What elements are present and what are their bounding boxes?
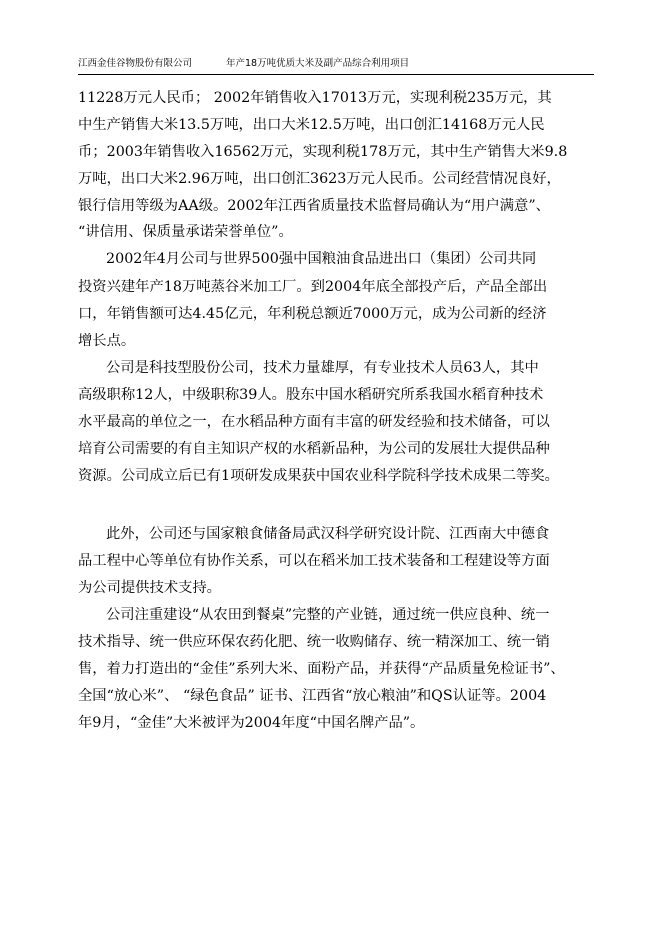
page-header (78, 55, 594, 72)
body-line: 水平最高的单位之一，在水稻品种方面有丰富的研发经验和技术储备，可以 (78, 414, 550, 430)
body-line: 培育公司需要的有自主知识产权的水稻新品种，为公司的发展壮大提供品种 (78, 441, 550, 457)
body-line: 2002年4月公司与世界500强中国粮油食品进出口（集团）公司共同 (106, 251, 537, 267)
body-line: 此外，公司还与国家粮食储备局武汉科学研究设计院、江西南大中德食 (106, 526, 550, 542)
header-divider (78, 74, 594, 75)
body-line: 全国“放心米”、 “绿色食品” 证书、江西省“放心粮油”和QS认证等。2004 (78, 688, 547, 704)
header-project-title: 年产18万吨优质大米及副产品综合利用项目 (226, 58, 410, 69)
body-line: 公司注重建设“从农田到餐桌”完整的产业链，通过统一供应良种、统一 (106, 607, 550, 623)
body-line: 万吨，出口大米2.96万吨，出口创汇3623万元人民币。公司经营情况良好， (78, 171, 561, 187)
body-line: 为公司提供技术支持。 (78, 580, 221, 596)
body-line: 高级职称12人，中级职称39人。股东中国水稻研究所系我国水稻育种技术 (78, 387, 544, 403)
body-line: 口，年销售额可达4.45亿元，年利税总额近7000万元，成为公司新的经济 (78, 306, 547, 322)
body-line: 年9月，“金佳”大米被评为2004年度“中国名牌产品”。 (78, 715, 425, 731)
body-line: 品工程中心等单位有协作关系，可以在稻米加工技术装备和工程建设等方面 (78, 553, 550, 569)
body-line: 币；2003年销售收入16562万元，实现利税178万元，其中生产销售大米9.8 (78, 144, 568, 160)
body-line: “讲信用、保质量承诺荣誉单位”。 (78, 224, 293, 240)
body-line: 投资兴建年产18万吨蒸谷米加工厂。到2004年底全部投产后，产品全部出 (78, 279, 548, 295)
body-line: 售，着力打造出的“金佳”系列大米、面粉产品，并获得“产品质量免检证书”、 (78, 661, 565, 677)
body-line: 资源。公司成立后已有1项研发成果获中国农业科学院科学技术成果二等奖。 (78, 468, 559, 484)
body-line: 11228万元人民币； 2002年销售收入17013万元，实现利税235万元，其 (78, 90, 552, 106)
body-line: 技术指导、统一供应环保农药化肥、统一收购储存、统一精深加工、统一销 (78, 634, 550, 650)
body-line: 中生产销售大米13.5万吨，出口大米12.5万吨，出口创汇14168万元人民 (78, 117, 545, 133)
body-line: 增长点。 (78, 333, 136, 349)
header-company-name: 江西金佳谷物股份有限公司 (78, 58, 193, 69)
body-line: 银行信用等级为AA级。2002年江西省质量技术监督局确认为“用户满意”、 (78, 198, 550, 214)
body-line: 公司是科技型股份公司，技术力量雄厚，有专业技术人员63人，其中 (106, 360, 539, 376)
